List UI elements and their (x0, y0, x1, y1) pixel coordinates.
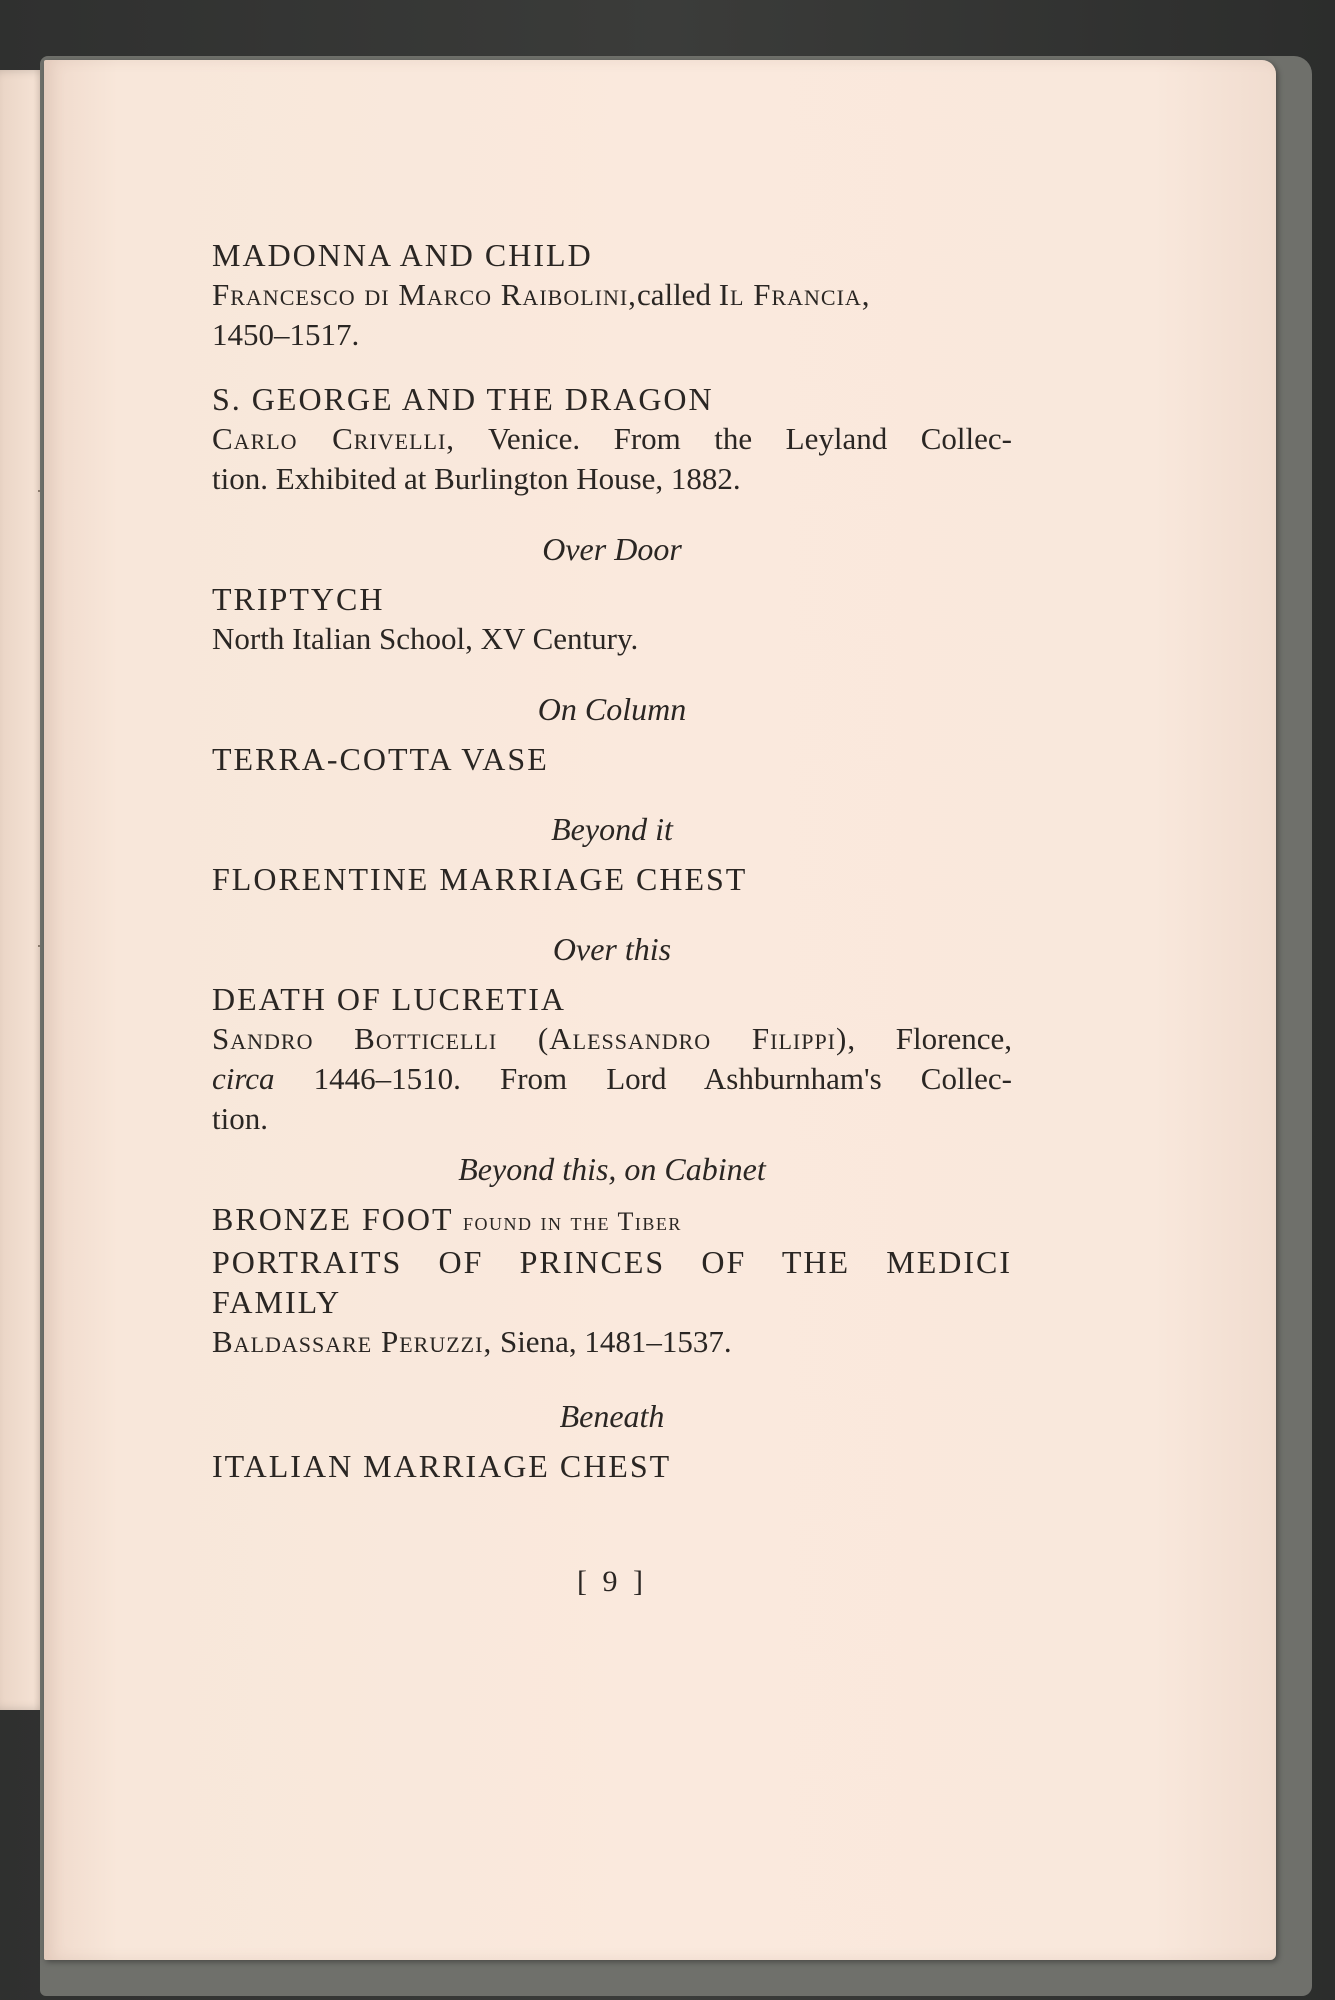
section-heading: On Column (537, 691, 687, 727)
artist-name: Il Francia, (718, 277, 871, 312)
entry-dates: 1450–1517. (212, 317, 360, 352)
attribution-text: called (636, 277, 711, 312)
section-heading: Over this (552, 931, 672, 967)
section-heading: Over Door (542, 531, 682, 567)
attribution-text: 1446–1510. From Lord Ashburnham's Collec- (313, 1061, 1013, 1096)
entry-attribution (212, 1322, 1012, 1362)
entry-title: TERRA-COTTA VASE (212, 741, 549, 777)
entry-title (212, 1199, 1012, 1242)
entry-title-main: BRONZE FOOT (212, 1201, 453, 1237)
attribution-text: tion. Exhibited at Burlington House, 1882. (212, 461, 741, 496)
entry-title: PORTRAITS OF PRINCES OF THE MEDICI (212, 1244, 1012, 1280)
attribution-text: Florence, (895, 1021, 1012, 1056)
attribution-text: Siena, 1481–1537. (499, 1324, 732, 1359)
page-number: [ 9 ] (577, 1565, 647, 1598)
catalogue-text (212, 235, 1012, 1486)
circa-text: circa (212, 1061, 275, 1096)
artist-name: Sandro Botticelli (Alessandro Filippi), (212, 1021, 857, 1056)
entry-attribution (212, 419, 1012, 459)
attribution-text: tion. (212, 1101, 268, 1136)
artist-name: Carlo Crivelli, (212, 421, 456, 456)
entry-title: ITALIAN MARRIAGE CHEST (212, 1448, 672, 1484)
entry-attribution (212, 1059, 1012, 1099)
section-heading: Beyond this, on Cabinet (458, 1151, 766, 1187)
entry-title-continued: FAMILY (212, 1284, 342, 1320)
entry-title: FLORENTINE MARRIAGE CHEST (212, 861, 748, 897)
entry-subtitle: found in the Tiber (462, 1207, 682, 1236)
entry-title: DEATH OF LUCRETIA (212, 981, 566, 1017)
entry-title: S. GEORGE AND THE DRAGON (212, 381, 714, 417)
section-heading: Beyond it (551, 811, 673, 847)
entry-title: MADONNA AND CHILD (212, 237, 593, 273)
attribution-text: Venice. From the Leyland Collec- (487, 421, 1012, 456)
entry-attribution (212, 1019, 1012, 1059)
artist-name: Baldassare Peruzzi, (212, 1324, 493, 1359)
artist-name: Francesco di Marco Raibolini, (212, 277, 637, 312)
entry-title: TRIPTYCH (212, 581, 385, 617)
entry-attribution (212, 275, 1012, 315)
section-heading: Beneath (559, 1398, 665, 1434)
attribution-text: North Italian School, XV Century. (212, 621, 639, 656)
